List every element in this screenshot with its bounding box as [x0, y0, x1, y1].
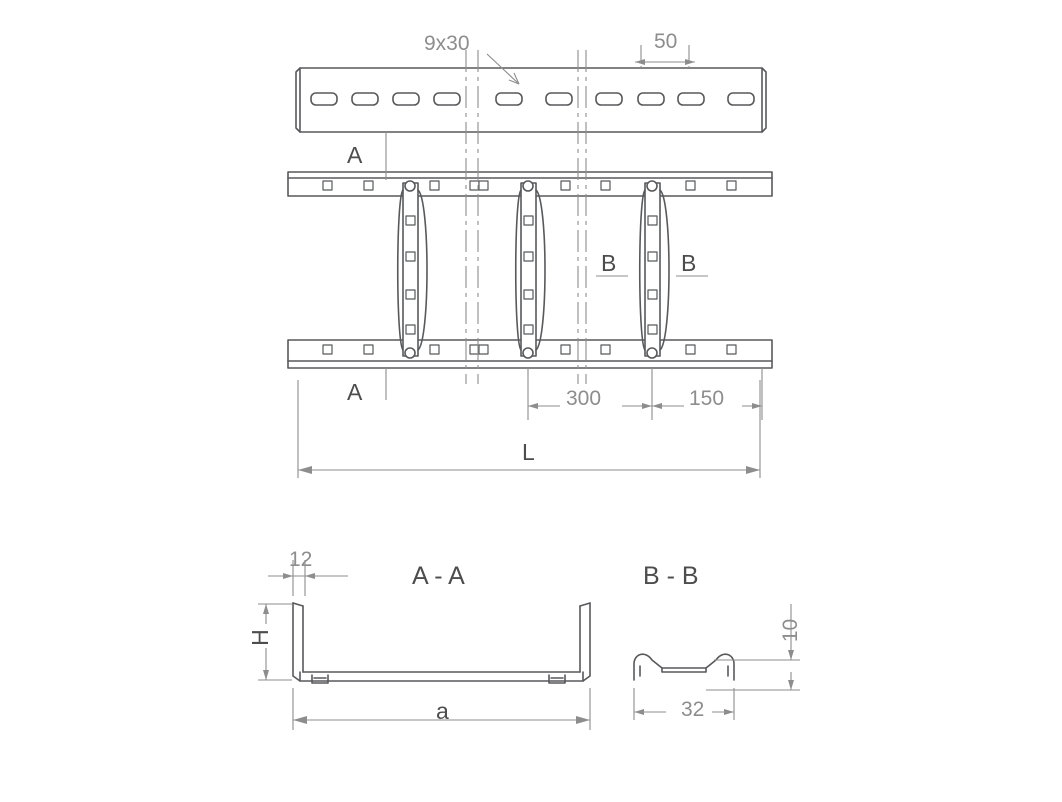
top-view-side-rail: [296, 68, 766, 132]
label-section-b-left: B: [601, 250, 617, 276]
section-bb-profile: [634, 654, 734, 680]
plan-rung-1: [398, 181, 427, 358]
label-rung-height-10: 10: [779, 618, 803, 643]
view-title-aa: A - A: [412, 562, 465, 590]
section-aa-profile: [293, 603, 590, 683]
label-flange-12: 12: [289, 548, 313, 571]
label-depth-32: 32: [681, 698, 705, 721]
label-height-H: H: [246, 629, 273, 646]
label-pitch-50: 50: [654, 30, 678, 53]
plan-rung-2: [516, 181, 545, 358]
label-length-L: L: [522, 439, 535, 465]
label-section-b-right: B: [681, 250, 697, 276]
label-section-a-bottom: A: [347, 379, 363, 405]
label-section-a-top: A: [347, 142, 363, 168]
label-slot-size: 9x30: [424, 32, 470, 55]
label-width-a: a: [436, 698, 449, 724]
view-title-bb: B - B: [643, 562, 699, 590]
plan-rung-3: [640, 181, 669, 358]
label-spacing-300: 300: [566, 387, 602, 410]
label-spacing-150: 150: [689, 387, 725, 410]
